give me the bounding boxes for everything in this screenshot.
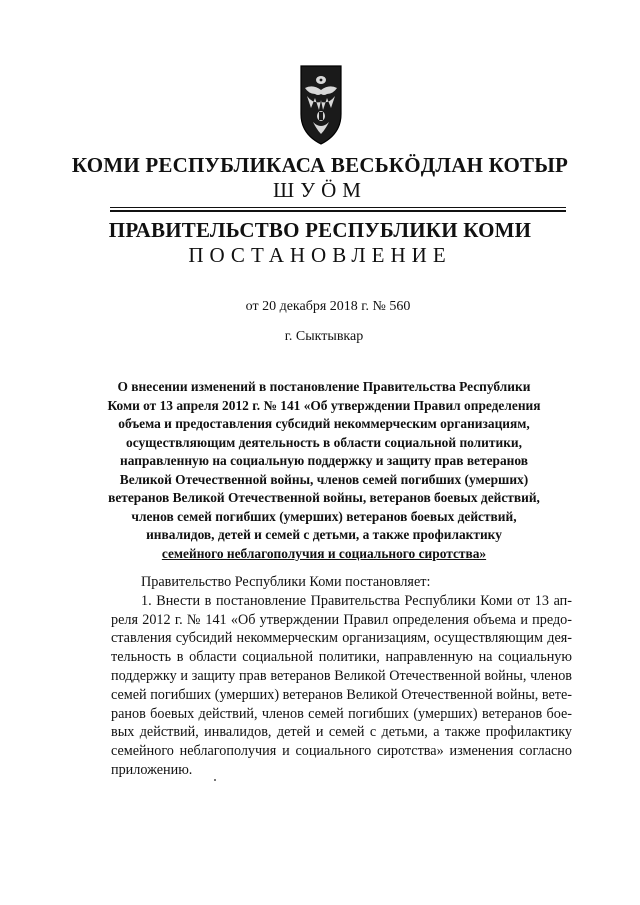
document-title (78, 378, 570, 563)
document-type: ПОСТАНОВЛЕНИЕ (188, 243, 452, 267)
body-line: вых действий, инвалидов, детей и семей с детьми, а также профилактику (111, 724, 572, 741)
body-line: семейного неблагополучия и социального сиротства» изменения согласно (111, 743, 572, 760)
document-date-number: от 20 декабря 2018 г. № 560 (245, 299, 411, 314)
body-intro: Правительство Республики Коми постановляет: (141, 574, 431, 590)
title-line: членов семей погибших (умерших) ветеранов боевых действий, (131, 508, 517, 524)
body-line: семей погибших (умерших) ветеранов Великой Отечественной войны, вете- (111, 686, 572, 703)
body-line: ставления субсидий некоммерческим организациям, осуществляющим дея- (111, 630, 572, 647)
title-line: инвалидов, детей и семей с детьми, а также профилактику (146, 527, 502, 542)
government-title: ПРАВИТЕЛЬСТВО РЕСПУБЛИКИ КОМИ (108, 218, 532, 242)
header-divider-thin (110, 207, 566, 208)
body-line: тельность в области социальной политики, направленную на социальную (111, 649, 572, 666)
title-line: Коми от 13 апреля 2012 г. № 141 «Об утверждении Правил определения (107, 397, 541, 413)
body-line: приложению. (111, 761, 193, 778)
scan-speck (214, 779, 216, 781)
title-line: О внесении изменений в постановление Правительства Республики (117, 379, 531, 394)
title-line: направленную на социальную поддержку и защиту прав ветеранов (120, 453, 528, 468)
document-body (111, 573, 572, 780)
body-line: 1. Внести в постановление Правительства Республики Коми от 13 ап- (141, 592, 572, 609)
header-divider-thick (110, 210, 566, 212)
body-line: поддержку и защиту прав ветеранов Великой Отечественной войны, членов (111, 667, 572, 684)
title-line: семейного неблагополучия и социального сиротства» (161, 545, 487, 561)
document-city: г. Сыктывкар (284, 329, 364, 344)
komi-document-type: ШУÖМ (273, 178, 367, 202)
title-line: ветеранов Великой Отечественной войны, ветеранов боевых действий, (108, 490, 540, 505)
komi-government-title: КОМИ РЕСПУБЛИКАСА ВЕСЬКӦДЛАН КОТЫР (71, 153, 569, 177)
komi-coat-of-arms-icon (297, 64, 345, 146)
title-line: объема и предоставления субсидий некоммерческим организациям, (118, 416, 530, 431)
body-line: реля 2012 г. № 141 «Об утверждении Правил определения объема и предо- (111, 611, 572, 628)
title-line: Великой Отечественной войны, членов семей погибших (умерших) (119, 471, 529, 487)
body-line: ранов боевых действий, членов семей погибших (умерших) ветеранов бое- (111, 705, 572, 722)
title-line: осуществляющим деятельность в области социальной политики, (126, 434, 522, 450)
